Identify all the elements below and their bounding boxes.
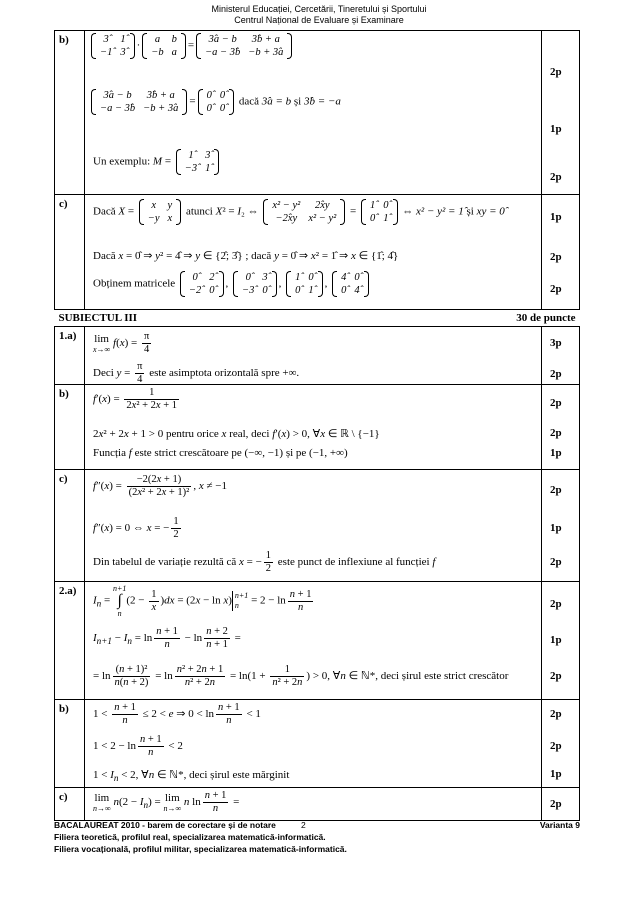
row-content: [85, 195, 542, 310]
points: 2p: [550, 171, 562, 183]
math-line: = ln $\frac{\text{(n + 1)²}}{n(n + 2)}$ = ln $\frac{\text{n² + 2n + 1}}{\text{n² + 2n}}$ = ln(1 + $\frac{1}{\text{n² + 2n}}$ ) > 0, ∀n ∈ ℕ*, deci șirul este strict crescător: [93, 664, 509, 688]
points-cell: [542, 195, 580, 310]
row-content: [85, 327, 542, 385]
math-line: Deci y = $\frac{\pi}{4}$ este asimptota orizontală spre +∞.: [93, 361, 300, 385]
points: 2p: [550, 670, 562, 682]
points: 1p: [550, 522, 562, 534]
points: 1p: [550, 634, 562, 646]
math-line: $I_{n+1} - I_n = \ln$ $\frac{n + 1}{n}$ − ln $\frac{n + 2}{n + 1}$ =: [93, 626, 241, 650]
math-line: f″(x) = $\frac{-2(2x + 1)}{\text{(2x² + 2x + 1)²}}$ , x ≠ −1: [93, 474, 227, 498]
points: 2p: [550, 427, 562, 439]
row-label: b): [55, 385, 85, 470]
math-line: 3̂a − b 3̂b + a −a − 3̂b −b + 3̂a = 0̂ 0̂ 0̂ 0̂ dacă 3̂a = b și 3̂b = −a: [89, 89, 341, 115]
footer-filiera-2: Filiera vocațională, profilul militar, specializarea matematică-informatică.: [54, 844, 347, 854]
points: 2p: [550, 556, 562, 568]
header-ministry: Ministerul Educației, Cercetării, Tineretului și Sportului: [211, 4, 427, 14]
footer-filiera-1: Filiera teoretică, profilul real, specializarea matematică-informatică.: [54, 832, 326, 842]
math-line: Un exemplu: M = 1̂ 3̂ −3̂ 1̂: [93, 149, 221, 175]
math-line: f″(x) = 0 ⇔ x = − $\frac{1}{2}$: [93, 516, 179, 540]
row-content: [85, 385, 542, 470]
math-line: 1 < 2 − ln $\frac{n + 1}{n}$ < 2: [93, 734, 183, 758]
math-line: Obținem matricele 0̂ 2̂ −2̂ 0̂ , 0̂ 3̂ −3̂ 0̂ , 1̂ 0̂ 0̂ 1̂ , 4̂ 0̂ 0̂ 4̂: [93, 271, 371, 297]
points: 2p: [550, 251, 562, 263]
row-label: 2.a): [55, 582, 85, 700]
section-header: [55, 310, 580, 327]
math-line: lim n→∞ $n(2 - I_n)$ = lim n→∞ n ln $\frac{n + 1}{n}$ =: [93, 790, 240, 814]
math-line: $1 < I_n < 2$, ∀n ∈ ℕ*, deci șirul este mărginit: [93, 769, 290, 784]
points: 2p: [550, 708, 562, 720]
row-content: [85, 31, 542, 195]
points: 1p: [550, 447, 562, 459]
row-label: 1.a): [55, 327, 85, 385]
math-line: Dacă X = x y −y x atunci X² = I₂ ⇔ x² − y² 2̂xy −2̂xy x² − y² = 1̂ 0̂ 0̂ 1̂ ⇔ x² − y² = 1̂ și xy = 0̂: [93, 200, 505, 224]
points: 2p: [550, 66, 562, 78]
points-cell: [542, 385, 580, 470]
footer-title: BACALAUREAT 2010 - barem de corectare și de notare: [54, 820, 276, 830]
row-label: c): [55, 470, 85, 582]
points: 1p: [550, 768, 562, 780]
points: 2p: [550, 598, 562, 610]
math-line: 3̂ 1̂ −1̂ 3̂ · a b −b a = 3̂a − b 3̂b + a −a − 3̂b −b + 3̂a: [89, 33, 294, 59]
footer-line: [54, 820, 580, 830]
points: 2p: [550, 397, 562, 409]
section-points: 30 de puncte: [516, 312, 576, 324]
points: 2p: [550, 368, 562, 380]
row-content: [85, 788, 542, 821]
points-cell: [542, 700, 580, 788]
points-cell: [542, 327, 580, 385]
math-line: lim x→∞ f(x) = $\frac{\pi}{4}$: [93, 331, 150, 355]
math-line: 1 < $\frac{n + 1}{n}$ ≤ 2 < e ⇒ 0 < ln $\frac{n + 1}{n}$ < 1: [93, 702, 261, 726]
points: 2p: [550, 484, 562, 496]
row-label: c): [55, 788, 85, 821]
header-center: Centrul Național de Evaluare și Examinare: [234, 15, 404, 25]
points-cell: [542, 788, 580, 821]
row-content: [85, 582, 542, 700]
math-line: Funcția f este strict crescătoare pe (−∞, −1) și pe (−1, +∞): [93, 447, 348, 459]
math-line: 2x² + 2x + 1 > 0 pentru orice x real, deci f′(x) > 0, ∀x ∈ ℝ \ {−1}: [93, 428, 380, 440]
points: 2p: [550, 740, 562, 752]
points: 3p: [550, 337, 562, 349]
row-label: b): [55, 700, 85, 788]
variant-label: Varianta 9: [539, 820, 580, 830]
points-cell: [542, 470, 580, 582]
points: 1p: [550, 211, 562, 223]
points: 2p: [550, 283, 562, 295]
section-title: SUBIECTUL III: [58, 312, 138, 324]
points-cell: [542, 31, 580, 195]
row-content: [85, 700, 542, 788]
points-cell: [542, 582, 580, 700]
row-label: b): [55, 31, 85, 195]
points: 2p: [550, 798, 562, 810]
math-line: Din tabelul de variație rezultă că x = − $\frac{1}{2}$ este punct de inflexiune al funcției f: [93, 550, 436, 574]
math-line: $I_n$ = n+1 ∫ n (2 − $\frac{1}{x}$ )dx = (2x − ln x) n+1 n = 2 − ln $\frac{n + 1}{n}$: [93, 584, 312, 618]
row-label: c): [55, 195, 85, 310]
math-line: f′(x) = $\frac{1}{\text{2x² + 2x + 1}}$: [93, 387, 177, 411]
math-line: Dacă x = 0̂ ⇒ y² = 4̂ ⇒ y ∈ {2̂; 3̂} ; dacă y = 0̂ ⇒ x² = 1̂ ⇒ x ∈ {1̂; 4̂}: [93, 250, 399, 262]
page-number: 2: [301, 820, 306, 830]
grading-table: [54, 30, 580, 821]
row-content: [85, 470, 542, 582]
points: 1p: [550, 123, 562, 135]
